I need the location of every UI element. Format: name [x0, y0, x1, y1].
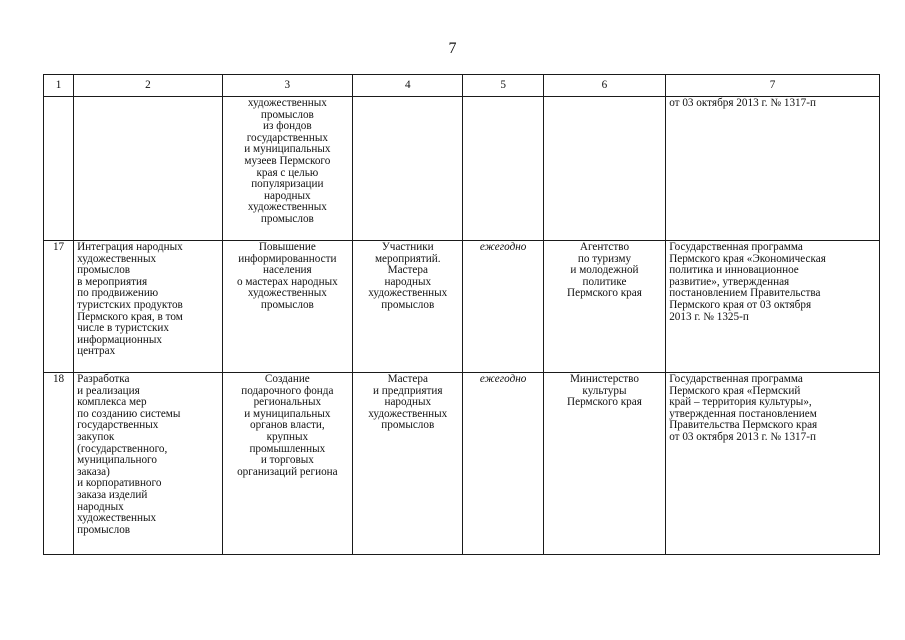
table-row	[44, 241, 880, 373]
column-header-7: 7	[666, 75, 880, 97]
page-number: 7	[448, 40, 457, 57]
measures-table	[43, 74, 880, 555]
table-row	[44, 97, 880, 241]
period-cell	[463, 97, 543, 241]
responsible-cell: Агентство по туризму и молодежной политике Пермского края	[543, 241, 665, 373]
table-row	[44, 373, 880, 555]
column-header-3: 3	[222, 75, 352, 97]
responsible-cell: Министерство культуры Пермского края	[543, 373, 665, 555]
column-header-4: 4	[353, 75, 463, 97]
goal-cell: Создание подарочного фонда региональных и муниципальных органов власти, крупных промышленных и торговых организаций региона	[222, 373, 352, 555]
row-number-cell: 18	[44, 373, 74, 555]
row-number-cell: 17	[44, 241, 74, 373]
column-header-1: 1	[44, 75, 74, 97]
program-cell: Государственная программа Пермского края «Экономическая политика и инновационное развитие», утвержденная постановлением Правительства Пермского края от 03 октября 2013 г. № 1325-п	[666, 241, 880, 373]
goal-cell: Повышение информированности населения о мастерах народных художественных промыслов	[222, 241, 352, 373]
goal-cell: художественных промыслов из фондов государственных и муниципальных музеев Пермского края с целью популяризации народных художественных промыслов	[222, 97, 352, 241]
responsible-cell	[543, 97, 665, 241]
participants-cell: Участники мероприятий. Мастера народных художественных промыслов	[353, 241, 463, 373]
participants-cell	[353, 97, 463, 241]
column-header-6: 6	[543, 75, 665, 97]
column-header-5: 5	[463, 75, 543, 97]
table-header-row	[44, 75, 880, 97]
measure-name-cell	[74, 97, 223, 241]
column-header-2: 2	[74, 75, 223, 97]
measure-name-cell: Разработка и реализация комплекса мер по созданию системы государственных закупок (государственного, муниципального заказа) и корпоративного заказа изделий народных художественных промыслов	[74, 373, 223, 555]
period-cell: ежегодно	[463, 373, 543, 555]
program-cell: от 03 октября 2013 г. № 1317-п	[666, 97, 880, 241]
participants-cell: Мастера и предприятия народных художественных промыслов	[353, 373, 463, 555]
row-number-cell	[44, 97, 74, 241]
program-cell: Государственная программа Пермского края «Пермский край – территория культуры», утвержденная постановлением Правительства Пермского края от 03 октября 2013 г. № 1317-п	[666, 373, 880, 555]
measure-name-cell: Интеграция народных художественных промыслов в мероприятия по продвижению туристских продуктов Пермского края, в том числе в туристских информационных центрах	[74, 241, 223, 373]
period-cell: ежегодно	[463, 241, 543, 373]
